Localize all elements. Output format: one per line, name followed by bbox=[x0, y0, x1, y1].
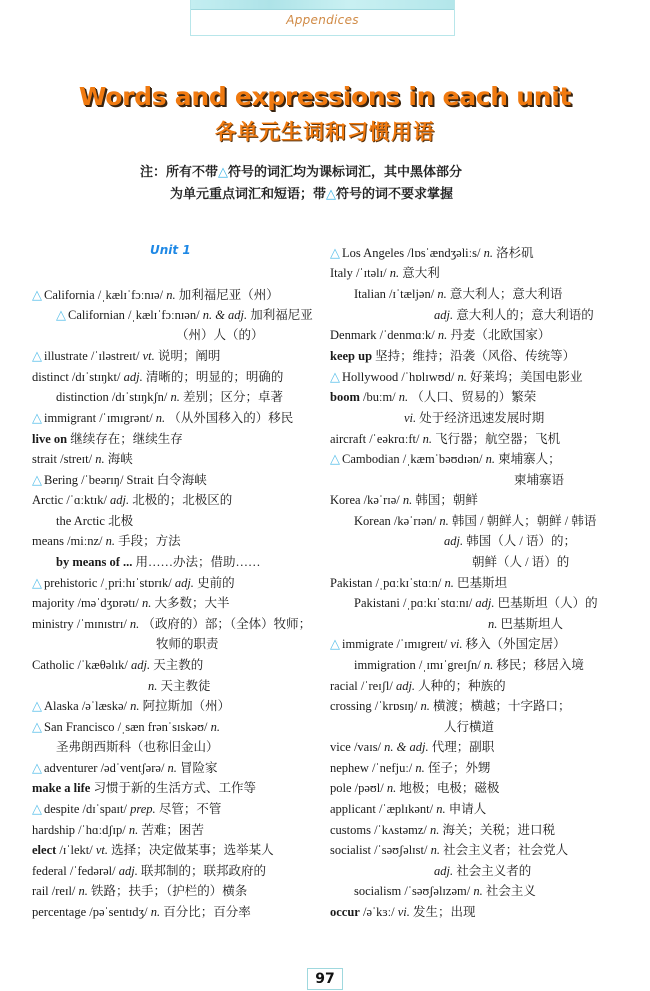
headword: Los Angeles /lɒsˈændʒəliːs/ bbox=[342, 246, 484, 260]
vocab-entry bbox=[330, 327, 550, 343]
headword: distinct /dɪˈstɪŋkt/ bbox=[32, 370, 124, 384]
definition: 韩国；朝鲜 bbox=[412, 493, 478, 507]
part-of-speech: n. bbox=[439, 514, 449, 528]
headword: illustrate /ˈɪləstreɪt/ bbox=[44, 349, 143, 363]
definition: 阿拉斯加（州） bbox=[139, 699, 231, 713]
definition: 柬埔寨人； bbox=[495, 452, 561, 466]
vocab-entry bbox=[156, 636, 219, 652]
headword: prehistoric /ˌpriːhɪˈstɒrɪk/ bbox=[44, 576, 175, 590]
headword: ministry /ˈmɪnɪstrɪ/ bbox=[32, 617, 130, 631]
triangle-icon: △ bbox=[326, 187, 337, 202]
vocab-entry bbox=[330, 678, 506, 694]
running-header bbox=[190, 0, 455, 36]
pronunciation: /əˈkɜː/ bbox=[359, 905, 398, 919]
part-of-speech: n. bbox=[485, 452, 496, 466]
vocab-entry bbox=[32, 698, 230, 714]
headword: immigrant /ˈɪmɪgrənt/ bbox=[44, 411, 156, 425]
vocab-entry bbox=[354, 657, 584, 673]
vocab-entry bbox=[32, 575, 235, 591]
vocab-entry bbox=[32, 801, 221, 817]
vocab-entry bbox=[330, 698, 571, 714]
part-of-speech: adj. bbox=[131, 658, 151, 672]
note-line1-b: 符号的词汇均为课标词汇，其中黑体部分 bbox=[228, 165, 463, 180]
part-of-speech: adj. bbox=[174, 576, 194, 590]
definition: 丹麦（北欧国家） bbox=[447, 328, 551, 342]
vocab-entry bbox=[488, 616, 563, 632]
headword: Bering /ˈbeərɪŋ/ Strait bbox=[44, 473, 154, 487]
definition: 天主教的 bbox=[150, 658, 204, 672]
part-of-speech: n. bbox=[78, 884, 88, 898]
definition: 人种的；种族的 bbox=[415, 679, 506, 693]
vocab-entry bbox=[330, 369, 583, 385]
headword: make a life bbox=[32, 781, 91, 795]
headword: rail /reɪl/ bbox=[32, 884, 79, 898]
note-line1-a: 注：所有不带 bbox=[140, 165, 219, 180]
page-number: 97 bbox=[307, 968, 343, 990]
headword: means /miːnz/ bbox=[32, 534, 106, 548]
part-of-speech: n. bbox=[129, 617, 140, 631]
triangle-icon: △ bbox=[32, 575, 42, 590]
headword: Italian /ɪˈtæljən/ bbox=[354, 287, 438, 301]
part-of-speech: n. bbox=[444, 576, 454, 590]
headword: Arctic /ˈɑːktɪk/ bbox=[32, 493, 111, 507]
headword: keep up bbox=[330, 349, 373, 363]
triangle-icon: △ bbox=[330, 369, 340, 384]
unit-heading: Unit 1 bbox=[150, 243, 191, 257]
part-of-speech: n. bbox=[420, 699, 430, 713]
definition: 加利福尼亚（州） bbox=[175, 288, 279, 302]
part-of-speech: vt. bbox=[95, 843, 109, 857]
triangle-icon: △ bbox=[32, 287, 42, 302]
part-of-speech: prep. bbox=[130, 802, 156, 816]
definition: 柬埔寨语 bbox=[514, 473, 565, 487]
triangle-icon: △ bbox=[32, 410, 42, 425]
definition: 横渡；横越；十字路口； bbox=[429, 699, 571, 713]
definition: 铁路；扶手；（护栏的）横条 bbox=[87, 884, 248, 898]
vocab-entry bbox=[32, 883, 247, 899]
headword: Pakistani /ˌpɑːkɪˈstɑːnɪ/ bbox=[354, 596, 476, 610]
vocab-entry bbox=[32, 451, 133, 467]
headword: live on bbox=[32, 432, 68, 446]
vocab-entry bbox=[330, 575, 507, 591]
vocab-entry bbox=[56, 513, 133, 529]
part-of-speech: n. bbox=[422, 432, 432, 446]
vocab-entry bbox=[32, 369, 283, 385]
part-of-speech: n. bbox=[166, 288, 176, 302]
headword: Hollywood /ˈhɒlɪwʊd/ bbox=[342, 370, 458, 384]
part-of-speech: vi. bbox=[404, 411, 417, 425]
vocab-entry bbox=[330, 245, 534, 261]
part-of-speech: n. bbox=[148, 679, 158, 693]
triangle-icon: △ bbox=[32, 760, 42, 775]
vocab-entry bbox=[148, 678, 211, 694]
vocab-entry bbox=[32, 492, 232, 508]
definition: 韩国（人 / 语）的； bbox=[463, 534, 576, 548]
part-of-speech: n. bbox=[210, 720, 220, 734]
headword: despite /dɪˈspaɪt/ bbox=[44, 802, 131, 816]
part-of-speech: n. bbox=[398, 390, 409, 404]
vocab-entry bbox=[444, 719, 494, 735]
triangle-icon: △ bbox=[330, 451, 340, 466]
headword: socialist /ˈsəʊʃəlɪst/ bbox=[330, 843, 431, 857]
vocab-entry bbox=[32, 410, 293, 426]
headword: Italy /ˈɪtəlɪ/ bbox=[330, 266, 390, 280]
vocab-entry bbox=[32, 287, 279, 303]
definition: 巴基斯坦 bbox=[453, 576, 507, 590]
vocab-entry bbox=[32, 595, 230, 611]
part-of-speech: n. bbox=[488, 617, 498, 631]
definition: 差别；区分；卓著 bbox=[179, 390, 284, 404]
headword: San Francisco /ˌsæn frənˈsɪskəʊ/ bbox=[44, 720, 211, 734]
headword: socialism /ˈsəʊʃəlɪzəm/ bbox=[354, 884, 474, 898]
headword: Alaska /əˈlæskə/ bbox=[44, 699, 131, 713]
vocab-entry bbox=[330, 801, 486, 817]
part-of-speech: n. bbox=[167, 761, 177, 775]
definition: 大多数；大半 bbox=[151, 596, 230, 610]
vocab-entry bbox=[434, 863, 531, 879]
part-of-speech: vi. bbox=[450, 637, 463, 651]
vocab-entry bbox=[32, 842, 274, 858]
vocab-entry bbox=[56, 554, 261, 570]
part-of-speech: adj. bbox=[123, 370, 143, 384]
definition: 好莱坞；美国电影业 bbox=[466, 370, 583, 384]
definition: 白令海峡 bbox=[153, 473, 207, 487]
definition: 尽管；不管 bbox=[155, 802, 222, 816]
definition: 继续存在；继续生存 bbox=[67, 432, 183, 446]
definition: 习惯于新的生活方式、工作等 bbox=[90, 781, 256, 795]
vocab-entry bbox=[330, 760, 490, 776]
headword: distinction /dɪˈstɪŋkʃn/ bbox=[56, 390, 171, 404]
definition: 冒险家 bbox=[176, 761, 218, 775]
definition: 韩国 / 朝鲜人；朝鲜 / 韩语 bbox=[448, 514, 597, 528]
part-of-speech: n. bbox=[430, 843, 440, 857]
triangle-icon: △ bbox=[218, 165, 229, 180]
triangle-icon: △ bbox=[32, 801, 42, 816]
definition: 飞行器；航空器；飞机 bbox=[431, 432, 561, 446]
part-of-speech: adj. bbox=[434, 308, 454, 322]
vocab-entry bbox=[330, 348, 575, 364]
headword: crossing /ˈkrɒsɪŋ/ bbox=[330, 699, 421, 713]
part-of-speech: adj. bbox=[118, 864, 138, 878]
definition: 移民；移居入境 bbox=[493, 658, 584, 672]
vocab-entry bbox=[32, 822, 204, 838]
headword: hardship /ˈhɑːdʃɪp/ bbox=[32, 823, 129, 837]
triangle-icon: △ bbox=[330, 245, 340, 260]
definition: 史前的 bbox=[193, 576, 235, 590]
definition: 用……办法；借助…… bbox=[132, 555, 261, 569]
note-line2-a: 为单元重点词汇和短语；带 bbox=[170, 187, 327, 202]
triangle-icon: △ bbox=[32, 348, 42, 363]
headword: applicant /ˈæplɪkənt/ bbox=[330, 802, 437, 816]
definition: 代理；副职 bbox=[428, 740, 495, 754]
definition: 巴基斯坦人 bbox=[497, 617, 564, 631]
definition: 手段；方法 bbox=[114, 534, 181, 548]
definition: （政府的）部；（全体）牧师； bbox=[139, 617, 312, 631]
page-title-chinese: 各单元生词和习惯用语 bbox=[215, 119, 435, 144]
vocab-entry bbox=[472, 554, 569, 570]
headword: the Arctic bbox=[56, 514, 105, 528]
vocab-entry bbox=[330, 780, 499, 796]
part-of-speech: n. bbox=[170, 390, 180, 404]
definition: 处于经济迅速发展时期 bbox=[416, 411, 545, 425]
part-of-speech: adj. bbox=[434, 864, 454, 878]
vocab-entry bbox=[354, 595, 598, 611]
headword: Korea /kəˈrɪə/ bbox=[330, 493, 403, 507]
vocab-entry bbox=[330, 265, 440, 281]
vocab-entry bbox=[32, 657, 203, 673]
definition: 申请人 bbox=[445, 802, 487, 816]
vocab-entry bbox=[330, 842, 568, 858]
definition: 社会主义者；社会党人 bbox=[439, 843, 569, 857]
part-of-speech: n. bbox=[473, 884, 483, 898]
vocab-entry bbox=[32, 780, 256, 796]
vocab-entry bbox=[444, 533, 576, 549]
headword: racial /ˈreɪʃl/ bbox=[330, 679, 396, 693]
part-of-speech: adj. bbox=[110, 493, 130, 507]
note-line2-b: 符号的词不要求掌握 bbox=[336, 187, 454, 202]
vocab-entry bbox=[32, 616, 311, 632]
headword: nephew /ˈnefjuː/ bbox=[330, 761, 416, 775]
vocab-entry bbox=[330, 389, 536, 405]
definition: 清晰的；明显的；明确的 bbox=[142, 370, 284, 384]
definition: 坚持；维持；沿袭（风俗、传统等） bbox=[372, 349, 576, 363]
part-of-speech: n. bbox=[105, 534, 115, 548]
vocab-entry bbox=[32, 863, 266, 879]
headword: majority /məˈdʒɒrətɪ/ bbox=[32, 596, 142, 610]
part-of-speech: n. bbox=[389, 266, 400, 280]
note-line2 bbox=[140, 184, 540, 206]
definition: 海峡 bbox=[104, 452, 133, 466]
definition: 天主教徒 bbox=[157, 679, 211, 693]
vocab-entry bbox=[32, 719, 220, 735]
definition: 加利福尼亚 bbox=[247, 308, 313, 322]
definition: 苦难；困苦 bbox=[138, 823, 204, 837]
headword: occur bbox=[330, 905, 360, 919]
part-of-speech: n. bbox=[483, 658, 494, 672]
definition: 选择；决定做某事；选举某人 bbox=[108, 843, 274, 857]
headword: immigration /ˌɪmɪˈgreɪʃn/ bbox=[354, 658, 484, 672]
headword: Californian /ˌkælɪˈfɔːnɪən/ bbox=[68, 308, 203, 322]
definition: （人口、贸易的）繁荣 bbox=[408, 390, 537, 404]
headword: immigrate /ˈɪmɪgreɪt/ bbox=[342, 637, 451, 651]
vocab-entry bbox=[32, 472, 207, 488]
vocab-entry bbox=[330, 451, 561, 467]
part-of-speech: n. bbox=[95, 452, 105, 466]
definition: 人行横道 bbox=[444, 720, 495, 734]
headword: percentage /pəˈsentɪdʒ/ bbox=[32, 905, 151, 919]
definition: 移入（外国定居） bbox=[462, 637, 566, 651]
part-of-speech: n. bbox=[402, 493, 413, 507]
part-of-speech: n. bbox=[141, 596, 152, 610]
part-of-speech: adj. bbox=[475, 596, 495, 610]
headword: Catholic /ˈkæθəlɪk/ bbox=[32, 658, 132, 672]
triangle-icon: △ bbox=[32, 719, 42, 734]
definition: 发生；出现 bbox=[409, 905, 476, 919]
headword: Korean /kəˈrɪən/ bbox=[354, 514, 440, 528]
headword: adventurer /ədˈventʃərə/ bbox=[44, 761, 168, 775]
vocab-entry bbox=[514, 472, 564, 488]
definition: 圣弗朗西斯科（也称旧金山） bbox=[56, 740, 219, 754]
vocab-entry bbox=[434, 307, 594, 323]
page-title-english: Words and expressions in each unit bbox=[78, 82, 572, 111]
vocab-entry bbox=[330, 822, 555, 838]
definition: 意大利人；意大利语 bbox=[446, 287, 563, 301]
part-of-speech: n. bbox=[386, 781, 397, 795]
part-of-speech: vi. bbox=[397, 905, 410, 919]
part-of-speech: n. bbox=[415, 761, 425, 775]
headword: Denmark /ˈdenmɑːk/ bbox=[330, 328, 438, 342]
definition: 洛杉矶 bbox=[492, 246, 534, 260]
triangle-icon: △ bbox=[32, 698, 42, 713]
definition: （从外国移入的）移民 bbox=[165, 411, 294, 425]
part-of-speech: n. & adj. bbox=[202, 308, 248, 322]
vocab-entry bbox=[56, 739, 219, 755]
definition: 社会主义 bbox=[482, 884, 536, 898]
headword: customs /ˈkʌstəmz/ bbox=[330, 823, 430, 837]
definition: 意大利 bbox=[399, 266, 440, 280]
part-of-speech: adj. bbox=[395, 679, 416, 693]
part-of-speech: n. bbox=[430, 823, 440, 837]
vocab-entry bbox=[354, 286, 562, 302]
pronunciation: /buːm/ bbox=[359, 390, 399, 404]
definition: 意大利人的；意大利语的 bbox=[453, 308, 594, 322]
vocab-entry bbox=[56, 389, 283, 405]
definition: 百分比；百分率 bbox=[160, 905, 251, 919]
part-of-speech: n. bbox=[130, 699, 140, 713]
headword: pole /pəʊl/ bbox=[330, 781, 387, 795]
triangle-icon: △ bbox=[32, 472, 42, 487]
definition: 巴基斯坦（人）的 bbox=[494, 596, 598, 610]
vocab-entry bbox=[404, 410, 544, 426]
headword: by means of ... bbox=[56, 555, 133, 569]
triangle-icon: △ bbox=[56, 307, 66, 322]
part-of-speech: n. bbox=[128, 823, 139, 837]
vocab-entry bbox=[32, 760, 218, 776]
part-of-speech: adj. bbox=[444, 534, 464, 548]
definition: 联邦制的；联邦政府的 bbox=[137, 864, 266, 878]
vocab-entry bbox=[354, 513, 596, 529]
vocab-entry bbox=[32, 533, 181, 549]
pronunciation: /ɪˈlekt/ bbox=[56, 843, 96, 857]
definition: （州）人（的） bbox=[176, 328, 264, 342]
vocab-entry bbox=[354, 883, 536, 899]
definition: 海关；关税；进口税 bbox=[439, 823, 556, 837]
headword: Pakistan /ˌpɑːkɪˈstɑːn/ bbox=[330, 576, 445, 590]
headword: federal /ˈfedərəl/ bbox=[32, 864, 119, 878]
vocab-entry bbox=[330, 904, 476, 920]
definition: 侄子；外甥 bbox=[424, 761, 491, 775]
part-of-speech: n. bbox=[155, 411, 166, 425]
headword: California /ˌkælɪˈfɔːnɪə/ bbox=[44, 288, 167, 302]
headword: elect bbox=[32, 843, 57, 857]
vocab-entry bbox=[56, 307, 313, 323]
triangle-icon: △ bbox=[330, 636, 340, 651]
vocab-entry bbox=[176, 327, 264, 343]
part-of-speech: n. & adj. bbox=[384, 740, 429, 754]
part-of-speech: n. bbox=[437, 328, 448, 342]
definition: 社会主义者的 bbox=[453, 864, 532, 878]
part-of-speech: n. bbox=[457, 370, 467, 384]
header-title: Appendices bbox=[286, 13, 359, 27]
definition: 北极 bbox=[104, 514, 134, 528]
part-of-speech: n. bbox=[437, 287, 447, 301]
vocab-entry bbox=[32, 348, 220, 364]
part-of-speech: n. bbox=[436, 802, 446, 816]
definition: 说明；阐明 bbox=[154, 349, 221, 363]
headword: strait /streɪt/ bbox=[32, 452, 96, 466]
note-block bbox=[140, 162, 540, 206]
definition: 北极的；北极区的 bbox=[129, 493, 233, 507]
vocab-entry bbox=[330, 739, 494, 755]
definition: 朝鲜（人 / 语）的 bbox=[472, 555, 570, 569]
part-of-speech: n. bbox=[483, 246, 493, 260]
definition: 地极；电极；磁极 bbox=[396, 781, 500, 795]
headword: vice /vaɪs/ bbox=[330, 740, 385, 754]
vocab-entry bbox=[32, 431, 183, 447]
vocab-entry bbox=[32, 904, 251, 920]
definition: 牧师的职责 bbox=[156, 637, 219, 651]
headword: boom bbox=[330, 390, 360, 404]
headword: Cambodian /ˌkæmˈbəʊdɪən/ bbox=[342, 452, 486, 466]
headword: aircraft /ˈeəkrɑːft/ bbox=[330, 432, 423, 446]
part-of-speech: vt. bbox=[142, 349, 155, 363]
vocab-entry bbox=[330, 492, 478, 508]
part-of-speech: n. bbox=[150, 905, 161, 919]
vocab-entry bbox=[330, 431, 560, 447]
vocab-entry bbox=[330, 636, 566, 652]
header-decorative-band bbox=[191, 0, 454, 10]
